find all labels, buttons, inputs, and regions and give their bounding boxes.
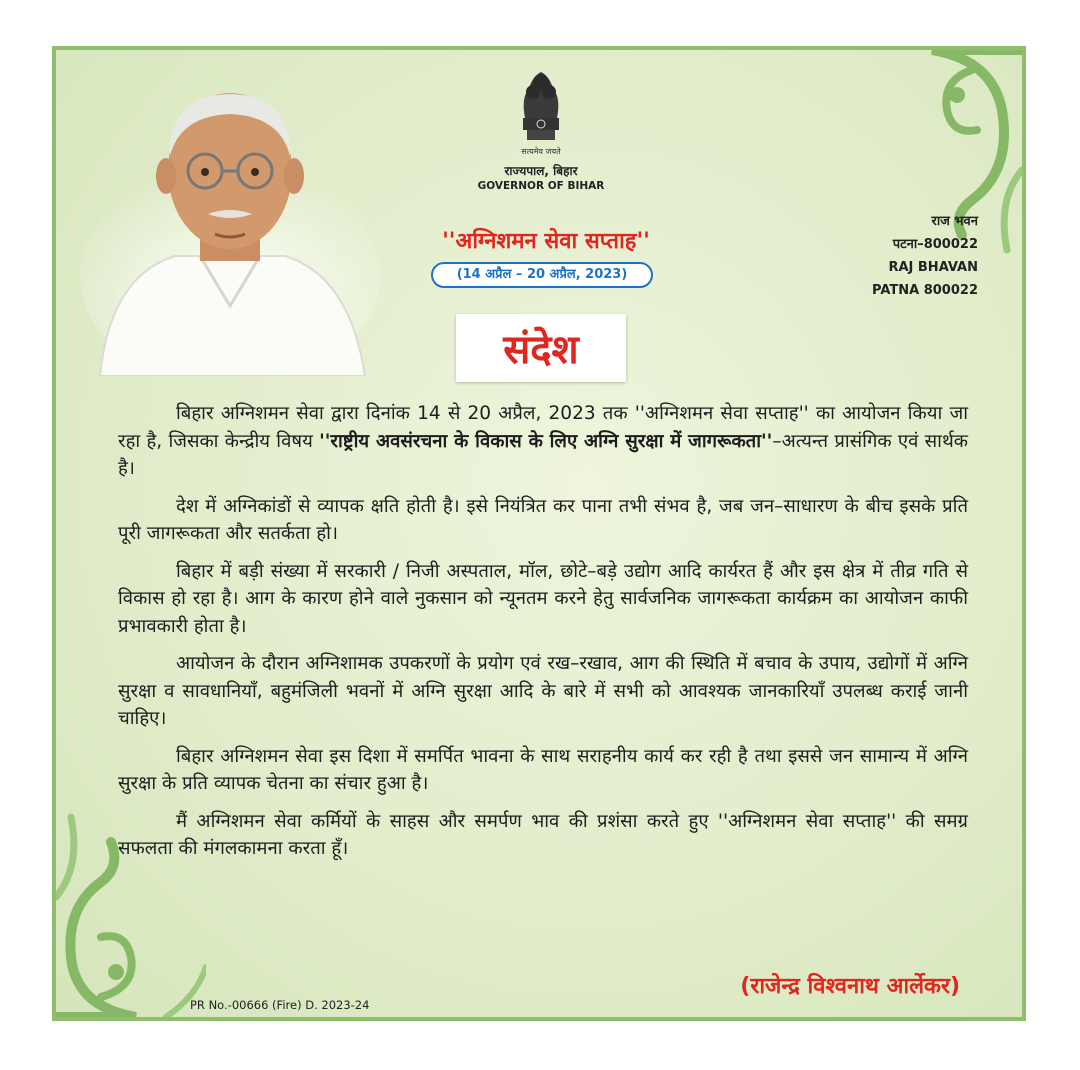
address-line: राज भवन	[931, 214, 978, 229]
paragraph-text: –अत्यन्त प्रासंगिक एवं सार्थक है।	[118, 430, 968, 479]
message-paragraph	[118, 400, 968, 483]
paragraph-text: बिहार अग्निशमन सेवा द्वारा दिनांक 14 से 20 अप्रैल, 2023 तक ''अग्निशमन सेवा सप्ताह'' का आयोजन किया जा रहा है, जिसका केन्द्रीय विषय	[118, 403, 968, 452]
event-title: ''अग्निशमन सेवा सप्ताह''	[442, 229, 650, 254]
message-paragraph: बिहार अग्निशमन सेवा इस दिशा में समर्पित भावना के साथ सराहनीय कार्य कर रही है तथा इससे जन सामान्य में अग्नि सुरक्षा के प्रति व्यापक चेतना का संचार हुआ है।	[118, 745, 968, 794]
address-line: पटना–800022	[892, 237, 978, 252]
governor-title-english: GOVERNOR OF BIHAR	[477, 180, 605, 192]
heading-box	[456, 314, 626, 382]
governor-title-hindi: राज्यपाल, बिहार	[504, 164, 578, 178]
message-card	[52, 46, 1026, 1021]
message-paragraph: देश में अग्निकांडों से व्यापक क्षति होती है। इसे नियंत्रित कर पाना तभी संभव है, जब जन–साधारण के बीच इसके प्रति पूरी जागरूकता और सतर्कता हो।	[118, 495, 968, 544]
signature: (राजेन्द्र विश्वनाथ आर्लेकर)	[740, 974, 960, 999]
message-paragraph: आयोजन के दौरान अग्निशामक उपकरणों के प्रयोग एवं रख–रखाव, आग की स्थिति में बचाव के उपाय, उद्योगों में अग्नि सुरक्षा व सावधानियाँ, बहुमंजिली भवनों में अग्नि सुरक्षा आदि के बारे में सभी को आवश्यक जानकारियाँ उपलब्ध कराई जानी चाहिए।	[118, 653, 968, 729]
theme-text: ''राष्ट्रीय अवसंरचना के विकास के लिए अग्नि सुरक्षा में जागरूकता''	[319, 430, 773, 452]
pr-number: PR No.-00666 (Fire) D. 2023-24	[190, 998, 370, 1012]
address-line: RAJ BHAVAN	[888, 260, 978, 275]
governor-portrait	[80, 56, 380, 376]
message-paragraph: मैं अग्निशमन सेवा कर्मियों के साहस और समर्पण भाव की प्रशंसा करते हुए ''अग्निशमन सेवा सप्ताह'' की समग्र सफलता की मंगलकामना करता हूँ।	[118, 810, 968, 859]
address-block	[872, 210, 978, 302]
message-heading: संदेश	[503, 327, 579, 373]
emblem-motto: सत्यमेव जयते	[521, 147, 561, 156]
message-paragraph: बिहार में बड़ी संख्या में सरकारी / निजी अस्पताल, मॉल, छोटे–बड़े उद्योग आदि कार्यरत हैं और इस क्षेत्र में तीव्र गति से विकास हो रहा है। आग के कारण होने वाले नुकसान को न्यूनतम करने हेतु सार्वजनिक जागरूकता कार्यक्रम का आयोजन काफी प्रभावकारी होता है।	[118, 560, 968, 637]
event-dates: (14 अप्रैल – 20 अप्रैल, 2023)	[431, 262, 653, 288]
message-body	[118, 400, 968, 873]
address-line: PATNA 800022	[872, 283, 978, 298]
state-emblem-icon	[511, 58, 571, 150]
